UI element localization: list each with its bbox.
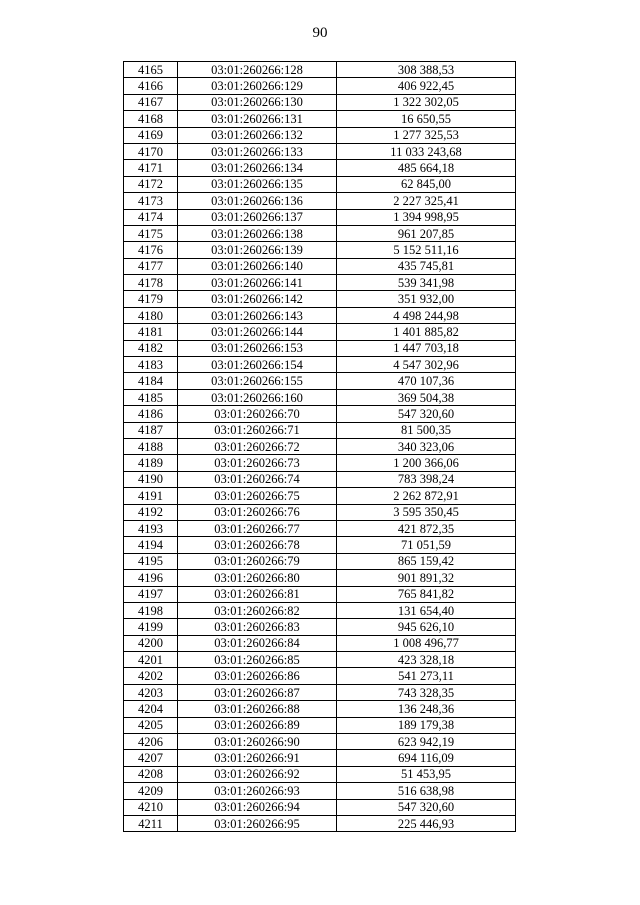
cadastral-value-cell: 1 401 885,82 [337, 324, 516, 340]
table-row [124, 668, 516, 684]
cadastral-value-cell: 945 626,10 [337, 619, 516, 635]
cadastral-number-cell: 03:01:260266:71 [178, 422, 337, 438]
cadastral-value-cell: 5 152 511,16 [337, 242, 516, 258]
table-row [124, 160, 516, 176]
cadastral-number-cell: 03:01:260266:141 [178, 275, 337, 291]
table-row [124, 652, 516, 668]
row-number-cell: 4195 [124, 553, 178, 569]
cadastral-number-cell: 03:01:260266:133 [178, 143, 337, 159]
cadastral-value-cell: 1 008 496,77 [337, 635, 516, 651]
table-row [124, 635, 516, 651]
table-row [124, 750, 516, 766]
table-row [124, 143, 516, 159]
table-row [124, 783, 516, 799]
cadastral-number-cell: 03:01:260266:92 [178, 766, 337, 782]
cadastral-value-cell: 485 664,18 [337, 160, 516, 176]
cadastral-value-cell: 547 320,60 [337, 406, 516, 422]
table-row [124, 815, 516, 831]
cadastral-value-cell: 539 341,98 [337, 275, 516, 291]
cadastral-value-cell: 470 107,36 [337, 373, 516, 389]
cadastral-number-cell: 03:01:260266:82 [178, 602, 337, 618]
row-number-cell: 4190 [124, 471, 178, 487]
row-number-cell: 4176 [124, 242, 178, 258]
cadastral-value-cell: 1 277 325,53 [337, 127, 516, 143]
table-row [124, 291, 516, 307]
table-row [124, 488, 516, 504]
row-number-cell: 4175 [124, 225, 178, 241]
cadastral-number-cell: 03:01:260266:75 [178, 488, 337, 504]
table-row [124, 717, 516, 733]
table-row [124, 586, 516, 602]
table-row [124, 619, 516, 635]
row-number-cell: 4168 [124, 111, 178, 127]
cadastral-value-cell: 541 273,11 [337, 668, 516, 684]
cadastral-number-cell: 03:01:260266:86 [178, 668, 337, 684]
row-number-cell: 4205 [124, 717, 178, 733]
row-number-cell: 4180 [124, 307, 178, 323]
cadastral-value-cell: 136 248,36 [337, 701, 516, 717]
table-row [124, 307, 516, 323]
table-row [124, 209, 516, 225]
row-number-cell: 4166 [124, 78, 178, 94]
cadastral-value-cell: 4 498 244,98 [337, 307, 516, 323]
cadastral-value-cell: 435 745,81 [337, 258, 516, 274]
table-row [124, 357, 516, 373]
row-number-cell: 4207 [124, 750, 178, 766]
row-number-cell: 4177 [124, 258, 178, 274]
cadastral-number-cell: 03:01:260266:74 [178, 471, 337, 487]
row-number-cell: 4183 [124, 357, 178, 373]
cadastral-value-cell: 423 328,18 [337, 652, 516, 668]
cadastral-value-cell: 694 116,09 [337, 750, 516, 766]
cadastral-number-cell: 03:01:260266:87 [178, 684, 337, 700]
cadastral-number-cell: 03:01:260266:79 [178, 553, 337, 569]
cadastral-value-cell: 11 033 243,68 [337, 143, 516, 159]
cadastral-number-cell: 03:01:260266:129 [178, 78, 337, 94]
table-row [124, 111, 516, 127]
row-number-cell: 4185 [124, 389, 178, 405]
row-number-cell: 4187 [124, 422, 178, 438]
table-row [124, 225, 516, 241]
cadastral-number-cell: 03:01:260266:95 [178, 815, 337, 831]
row-number-cell: 4202 [124, 668, 178, 684]
table-row [124, 455, 516, 471]
row-number-cell: 4204 [124, 701, 178, 717]
cadastral-value-cell: 308 388,53 [337, 62, 516, 78]
cadastral-value-cell: 16 650,55 [337, 111, 516, 127]
row-number-cell: 4165 [124, 62, 178, 78]
cadastral-value-cell: 71 051,59 [337, 537, 516, 553]
cadastral-value-cell: 81 500,35 [337, 422, 516, 438]
table-row [124, 78, 516, 94]
cadastral-number-cell: 03:01:260266:91 [178, 750, 337, 766]
table-row [124, 275, 516, 291]
row-number-cell: 4200 [124, 635, 178, 651]
row-number-cell: 4192 [124, 504, 178, 520]
cadastral-value-cell: 4 547 302,96 [337, 357, 516, 373]
cadastral-value-table [123, 61, 516, 832]
table-row [124, 570, 516, 586]
cadastral-number-cell: 03:01:260266:153 [178, 340, 337, 356]
row-number-cell: 4199 [124, 619, 178, 635]
table-row [124, 504, 516, 520]
cadastral-number-cell: 03:01:260266:142 [178, 291, 337, 307]
row-number-cell: 4188 [124, 438, 178, 454]
row-number-cell: 4186 [124, 406, 178, 422]
cadastral-number-cell: 03:01:260266:160 [178, 389, 337, 405]
cadastral-number-cell: 03:01:260266:138 [178, 225, 337, 241]
cadastral-number-cell: 03:01:260266:94 [178, 799, 337, 815]
cadastral-value-cell: 369 504,38 [337, 389, 516, 405]
cadastral-value-cell: 1 322 302,05 [337, 94, 516, 110]
cadastral-value-cell: 623 942,19 [337, 734, 516, 750]
cadastral-value-cell: 340 323,06 [337, 438, 516, 454]
cadastral-number-cell: 03:01:260266:143 [178, 307, 337, 323]
cadastral-number-cell: 03:01:260266:135 [178, 176, 337, 192]
table-row [124, 242, 516, 258]
table-row [124, 324, 516, 340]
row-number-cell: 4203 [124, 684, 178, 700]
table-row [124, 537, 516, 553]
row-number-cell: 4189 [124, 455, 178, 471]
table-row [124, 422, 516, 438]
row-number-cell: 4184 [124, 373, 178, 389]
table-row [124, 684, 516, 700]
cadastral-number-cell: 03:01:260266:155 [178, 373, 337, 389]
row-number-cell: 4172 [124, 176, 178, 192]
cadastral-number-cell: 03:01:260266:128 [178, 62, 337, 78]
cadastral-value-cell: 421 872,35 [337, 520, 516, 536]
row-number-cell: 4197 [124, 586, 178, 602]
cadastral-value-cell: 2 262 872,91 [337, 488, 516, 504]
table-row [124, 193, 516, 209]
table-row [124, 553, 516, 569]
cadastral-number-cell: 03:01:260266:136 [178, 193, 337, 209]
table-row [124, 389, 516, 405]
row-number-cell: 4208 [124, 766, 178, 782]
cadastral-number-cell: 03:01:260266:144 [178, 324, 337, 340]
table-row [124, 701, 516, 717]
cadastral-number-cell: 03:01:260266:78 [178, 537, 337, 553]
table-row [124, 258, 516, 274]
cadastral-value-cell: 51 453,95 [337, 766, 516, 782]
table-row [124, 176, 516, 192]
table-row [124, 373, 516, 389]
cadastral-value-cell: 783 398,24 [337, 471, 516, 487]
row-number-cell: 4181 [124, 324, 178, 340]
cadastral-number-cell: 03:01:260266:130 [178, 94, 337, 110]
cadastral-value-cell: 901 891,32 [337, 570, 516, 586]
cadastral-value-cell: 351 932,00 [337, 291, 516, 307]
row-number-cell: 4169 [124, 127, 178, 143]
table-row [124, 438, 516, 454]
table-row [124, 340, 516, 356]
cadastral-value-cell: 62 845,00 [337, 176, 516, 192]
row-number-cell: 4198 [124, 602, 178, 618]
cadastral-value-cell: 961 207,85 [337, 225, 516, 241]
cadastral-number-cell: 03:01:260266:137 [178, 209, 337, 225]
row-number-cell: 4173 [124, 193, 178, 209]
row-number-cell: 4171 [124, 160, 178, 176]
table-body [124, 62, 516, 832]
cadastral-number-cell: 03:01:260266:73 [178, 455, 337, 471]
row-number-cell: 4210 [124, 799, 178, 815]
row-number-cell: 4167 [124, 94, 178, 110]
cadastral-number-cell: 03:01:260266:90 [178, 734, 337, 750]
cadastral-value-cell: 865 159,42 [337, 553, 516, 569]
row-number-cell: 4193 [124, 520, 178, 536]
cadastral-number-cell: 03:01:260266:131 [178, 111, 337, 127]
cadastral-value-cell: 743 328,35 [337, 684, 516, 700]
table-row [124, 94, 516, 110]
table-row [124, 734, 516, 750]
row-number-cell: 4201 [124, 652, 178, 668]
row-number-cell: 4209 [124, 783, 178, 799]
cadastral-value-cell: 547 320,60 [337, 799, 516, 815]
table-row [124, 799, 516, 815]
cadastral-number-cell: 03:01:260266:139 [178, 242, 337, 258]
cadastral-number-cell: 03:01:260266:93 [178, 783, 337, 799]
row-number-cell: 4196 [124, 570, 178, 586]
cadastral-value-cell: 1 447 703,18 [337, 340, 516, 356]
cadastral-number-cell: 03:01:260266:76 [178, 504, 337, 520]
table-row [124, 62, 516, 78]
row-number-cell: 4194 [124, 537, 178, 553]
row-number-cell: 4211 [124, 815, 178, 831]
cadastral-value-cell: 1 200 366,06 [337, 455, 516, 471]
row-number-cell: 4182 [124, 340, 178, 356]
row-number-cell: 4191 [124, 488, 178, 504]
cadastral-number-cell: 03:01:260266:134 [178, 160, 337, 176]
table-row [124, 602, 516, 618]
cadastral-number-cell: 03:01:260266:72 [178, 438, 337, 454]
cadastral-value-cell: 406 922,45 [337, 78, 516, 94]
row-number-cell: 4178 [124, 275, 178, 291]
cadastral-number-cell: 03:01:260266:80 [178, 570, 337, 586]
cadastral-value-cell: 189 179,38 [337, 717, 516, 733]
cadastral-number-cell: 03:01:260266:88 [178, 701, 337, 717]
cadastral-value-cell: 516 638,98 [337, 783, 516, 799]
cadastral-value-cell: 765 841,82 [337, 586, 516, 602]
row-number-cell: 4170 [124, 143, 178, 159]
table-row [124, 766, 516, 782]
cadastral-number-cell: 03:01:260266:70 [178, 406, 337, 422]
table-row [124, 471, 516, 487]
row-number-cell: 4179 [124, 291, 178, 307]
cadastral-value-cell: 1 394 998,95 [337, 209, 516, 225]
cadastral-value-cell: 225 446,93 [337, 815, 516, 831]
page-number: 90 [312, 25, 328, 41]
cadastral-value-cell: 131 654,40 [337, 602, 516, 618]
cadastral-number-cell: 03:01:260266:132 [178, 127, 337, 143]
cadastral-number-cell: 03:01:260266:85 [178, 652, 337, 668]
cadastral-number-cell: 03:01:260266:89 [178, 717, 337, 733]
cadastral-number-cell: 03:01:260266:83 [178, 619, 337, 635]
table-row [124, 406, 516, 422]
cadastral-number-cell: 03:01:260266:77 [178, 520, 337, 536]
row-number-cell: 4174 [124, 209, 178, 225]
cadastral-value-cell: 2 227 325,41 [337, 193, 516, 209]
cadastral-number-cell: 03:01:260266:154 [178, 357, 337, 373]
cadastral-number-cell: 03:01:260266:140 [178, 258, 337, 274]
cadastral-number-cell: 03:01:260266:84 [178, 635, 337, 651]
table-row [124, 520, 516, 536]
table-row [124, 127, 516, 143]
cadastral-value-cell: 3 595 350,45 [337, 504, 516, 520]
cadastral-number-cell: 03:01:260266:81 [178, 586, 337, 602]
row-number-cell: 4206 [124, 734, 178, 750]
